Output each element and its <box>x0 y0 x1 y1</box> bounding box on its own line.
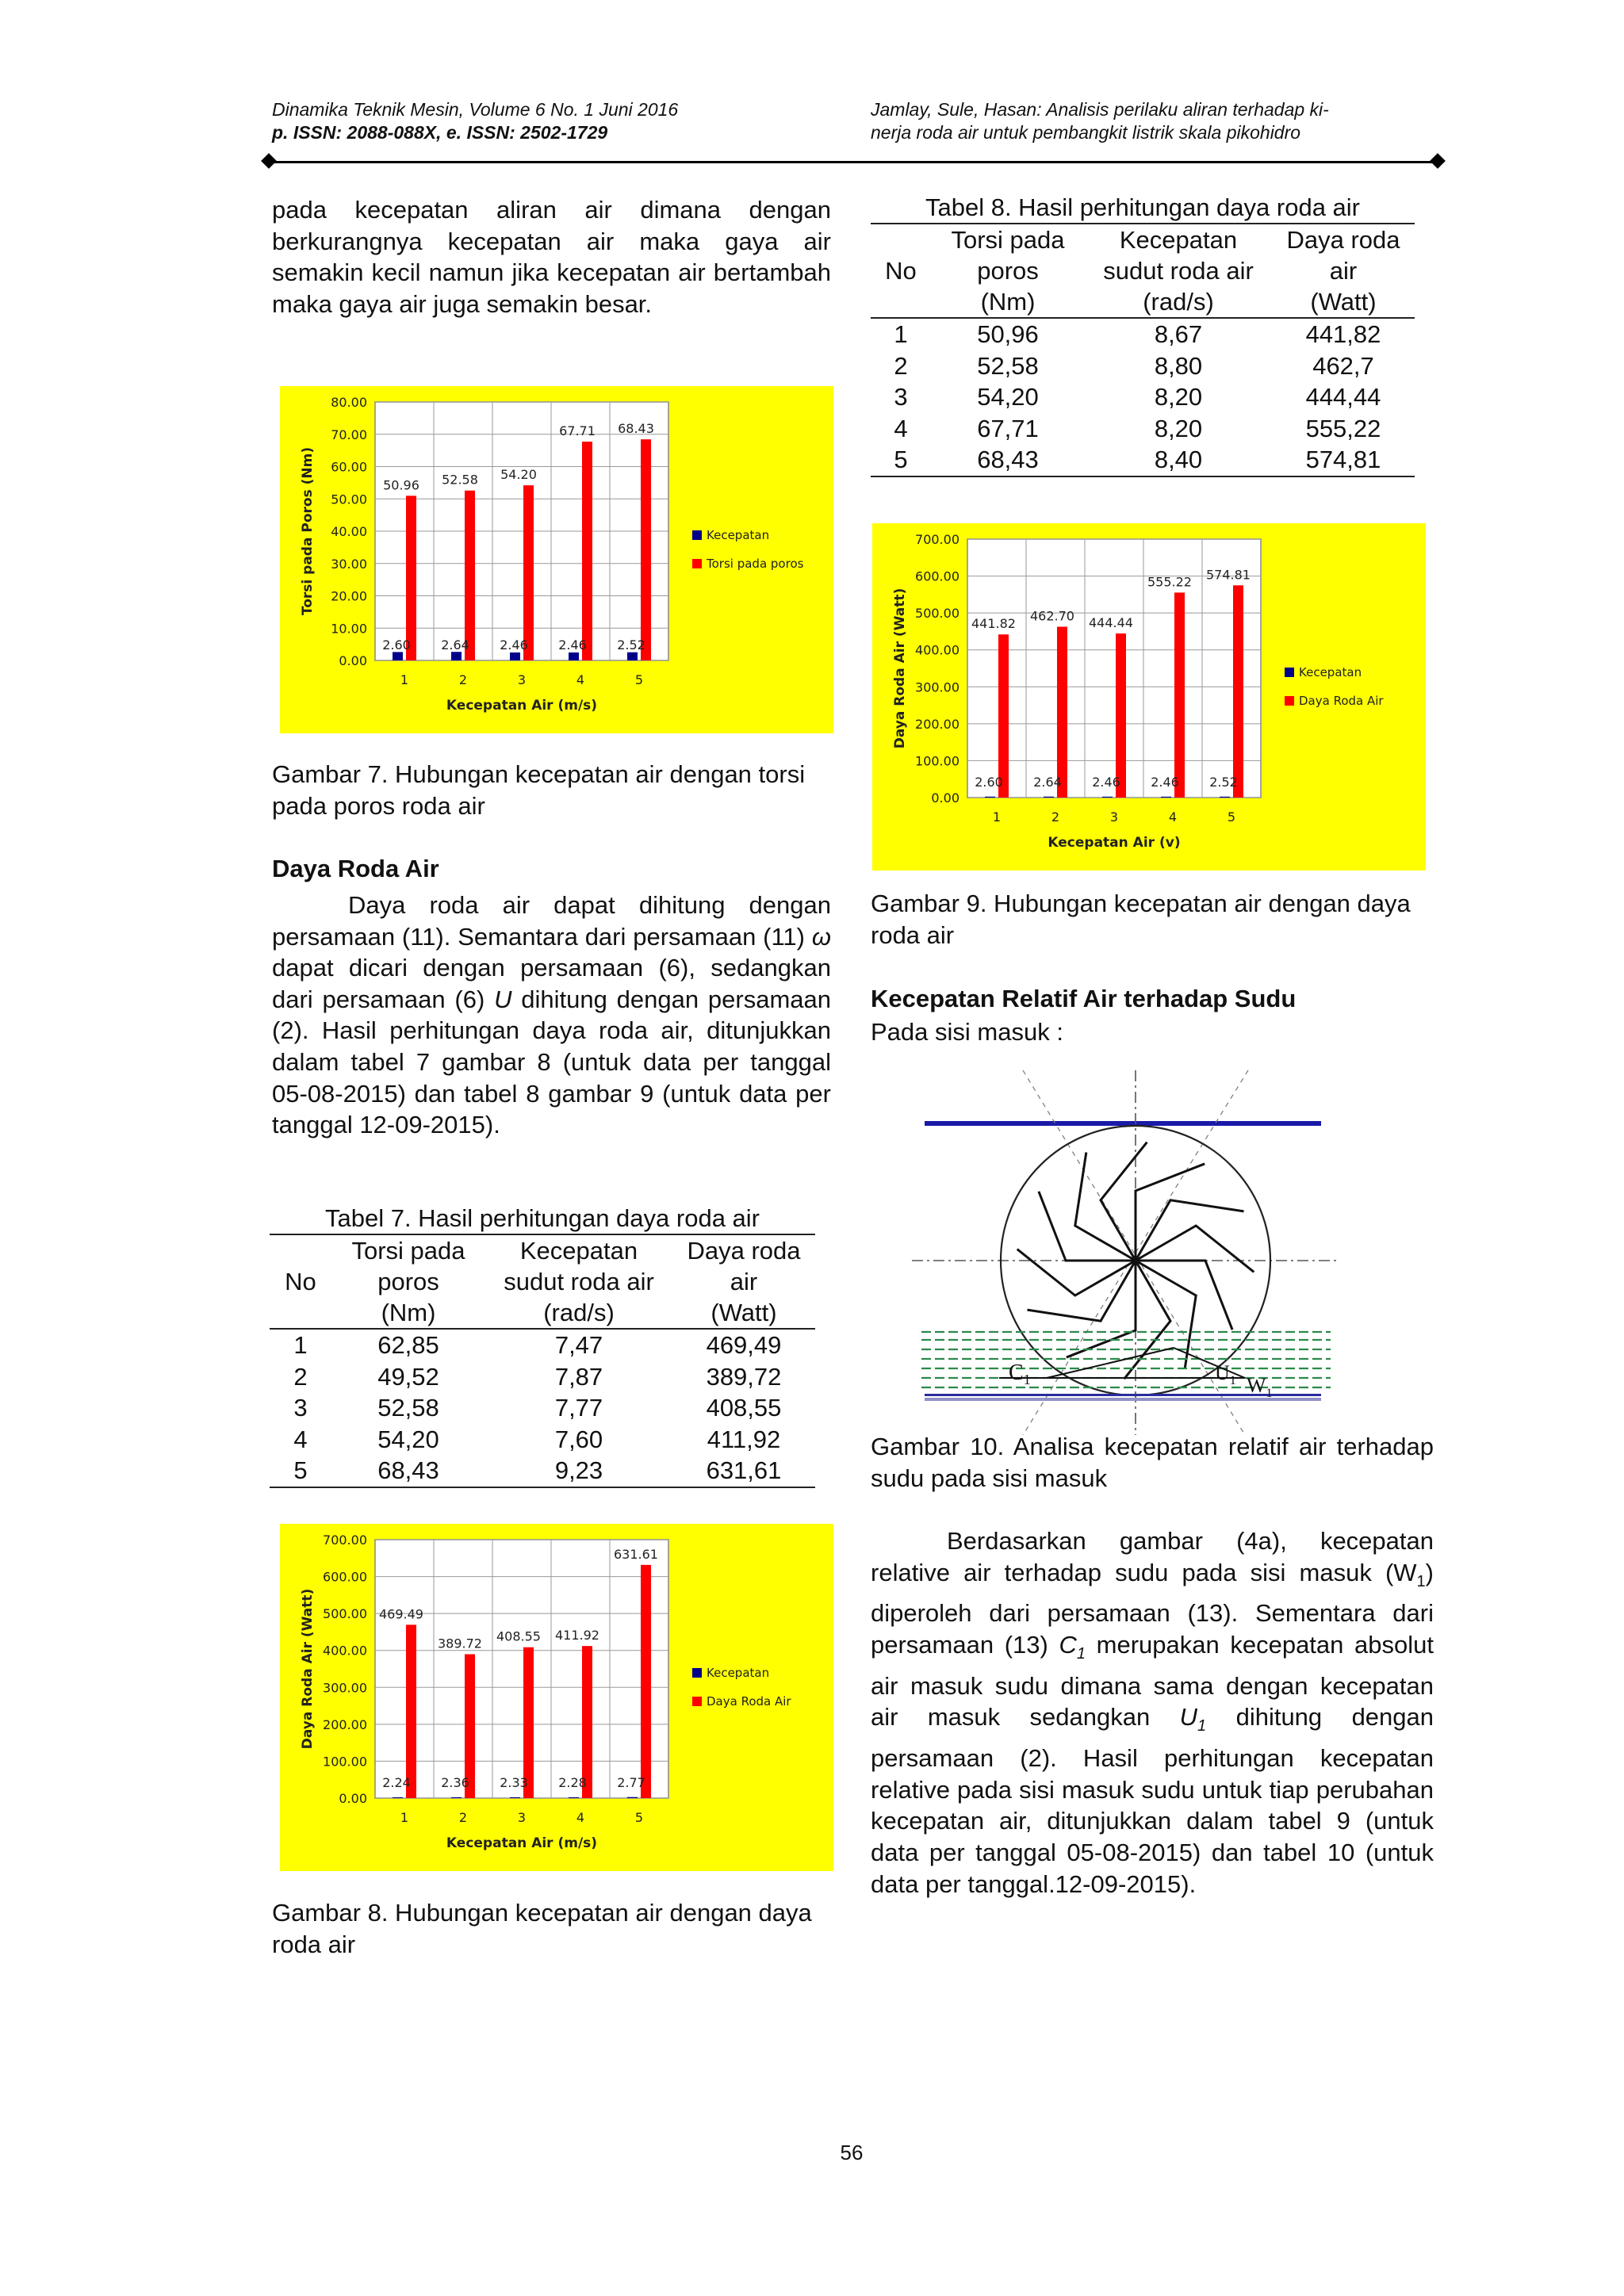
y-tick-label: 10.00 <box>331 621 367 637</box>
bar-daya-roda-air <box>641 1565 651 1798</box>
data-label: 389.72 <box>438 1636 482 1651</box>
legend-swatch-red <box>692 559 702 568</box>
channel-bed <box>925 1398 1321 1401</box>
bar-torsi-pada-poros <box>523 485 534 660</box>
figure-7-caption: Gambar 7. Hubungan kecepatan air dengan torsi pada poros roda air <box>272 760 806 820</box>
data-label: 52.58 <box>442 472 478 488</box>
table-7: Tabel 7. Hasil perhitungan daya roda air Torsi pada Kecepatan Daya roda No poros sudut roda air air (Nm) (rad/s) (Watt) 1 62,85 7,47 469,49 2 49,52 7,87 389,72 3 52,58 7,77 408,55 4 54,20 7,60 411,92 5 68,43 9,23 631,61 <box>270 1203 815 1488</box>
journal-issn: p. ISSN: 2088-088X, e. ISSN: 2502-1729 <box>272 122 608 143</box>
x-axis-label: Kecepatan Air (m/s) <box>446 1835 598 1851</box>
bar-kecepatan <box>569 1797 579 1798</box>
wheel-blade <box>1136 1226 1254 1272</box>
data-label: 54.20 <box>500 467 537 483</box>
x-axis-label: Kecepatan Air (m/s) <box>446 698 598 714</box>
y-tick-label: 300.00 <box>323 1680 367 1696</box>
y-tick-label: 70.00 <box>331 427 367 442</box>
table-7-caption: Tabel 7. Hasil perhitungan daya roda air <box>324 1204 760 1232</box>
section-heading-kecepatan-relatif: Kecepatan Relatif Air terhadap Sudu <box>871 985 1297 1012</box>
y-tick-label: 0.00 <box>339 653 367 668</box>
data-label: 2.52 <box>617 637 645 652</box>
wheel-blade <box>1017 1249 1136 1295</box>
figure-10-caption: Gambar 10. Analisa kecepatan relatif air terhadap sudu pada sisi masuk <box>871 1433 1434 1492</box>
x-tick-label: 3 <box>517 672 527 687</box>
data-label: 2.33 <box>500 1775 528 1790</box>
bar-kecepatan <box>1044 797 1054 798</box>
data-label: 441.82 <box>971 616 1016 632</box>
legend-label: Kecepatan <box>1299 665 1362 679</box>
y-tick-label: 500.00 <box>323 1606 367 1622</box>
bar-kecepatan <box>1220 797 1230 798</box>
data-label: 408.55 <box>496 1628 541 1644</box>
y-tick-label: 50.00 <box>331 492 367 507</box>
y-tick-label: 300.00 <box>915 679 959 695</box>
x-tick-label: 3 <box>1109 809 1119 825</box>
article-title: nerja roda air untuk pembangkit listrik skala pikohidro <box>871 122 1301 143</box>
bar-daya-roda-air <box>406 1624 416 1798</box>
bar-kecepatan <box>985 797 995 798</box>
table-row: 5 68,43 9,23 631,61 <box>270 1455 815 1487</box>
u1-label: $U_1$ <box>1215 1361 1236 1387</box>
torsi-bar-chart <box>280 386 833 733</box>
table-row: 4 67,71 8,20 555,22 <box>894 414 1381 442</box>
intro-paragraph: pada kecepatan aliran air dimana dengan berkurangnya kecepatan air maka gaya air semakin kecil namun jika kecepatan air bertambah maka gaya air juga semakin besar. <box>272 196 831 318</box>
table-row: 1 50,96 8,67 441,82 <box>894 320 1381 348</box>
sub-heading-sisi-masuk: Pada sisi masuk : <box>871 1018 1063 1046</box>
col-kecepatan: Kecepatan <box>485 1234 672 1266</box>
table-row: 3 54,20 8,20 444,44 <box>894 383 1381 411</box>
data-label: 2.24 <box>382 1775 411 1790</box>
figure-7-chart <box>280 386 833 733</box>
data-label: 2.77 <box>617 1775 645 1790</box>
table-8: Tabel 8. Hasil perhitungan daya roda air Torsi pada Kecepatan Daya roda No poros sudut roda air air (Nm) (rad/s) (Watt) 1 50,96 8,67 441,82 2 52,58 8,80 462,7 3 54,20 8,20 444,44 4 67,71 8,20 555,22 5 68,43 8,40 574,81 <box>871 193 1415 477</box>
data-label: 2.46 <box>1151 775 1179 790</box>
wheel-blade <box>1136 1164 1205 1261</box>
y-tick-label: 200.00 <box>915 716 959 732</box>
x-tick-label: 5 <box>634 672 644 687</box>
data-label: 2.36 <box>441 1775 469 1790</box>
table-row: 4 54,20 7,60 411,92 <box>293 1425 781 1453</box>
figure-8-chart <box>280 1524 833 1871</box>
data-label: 2.60 <box>382 637 411 652</box>
running-header-right <box>871 98 1442 144</box>
bar-torsi-pada-poros <box>406 496 416 660</box>
legend-swatch-kecepatan <box>692 1668 702 1678</box>
table-row: 5 68,43 8,40 574,81 <box>871 444 1415 476</box>
x-tick-label: 2 <box>1051 809 1060 825</box>
data-label: 574.81 <box>1206 567 1251 583</box>
bar-kecepatan <box>393 652 403 660</box>
x-tick-label: 2 <box>458 1810 468 1825</box>
figure-10-diagram <box>912 1062 1340 1443</box>
legend-label: Daya Roda Air <box>1299 694 1384 708</box>
y-tick-label: 200.00 <box>323 1716 367 1732</box>
y-tick-label: 0.00 <box>931 790 959 806</box>
bar-daya-roda-air <box>1174 592 1185 798</box>
data-label: 411.92 <box>555 1628 599 1644</box>
bar-kecepatan <box>627 652 638 660</box>
data-label: 2.28 <box>558 1775 587 1790</box>
legend-label: Kecepatan <box>707 1666 770 1680</box>
c1-label: $C_1$ <box>1009 1360 1031 1387</box>
y-tick-label: 60.00 <box>331 459 367 475</box>
figure-8-caption: Gambar 8. Hubungan kecepatan air dengan daya roda air <box>272 1899 812 1958</box>
c1-vector <box>1047 1348 1174 1378</box>
x-tick-label: 1 <box>400 1810 409 1825</box>
bar-daya-roda-air <box>1116 633 1126 798</box>
header-rule-diamond-left <box>261 153 277 169</box>
bar-daya-roda-air <box>998 634 1009 798</box>
daya-roda-air-paragraph: Daya roda air dapat dihitung dengan persamaan (11). Semantara dari persamaan (11) ω dapat dicari dengan persamaan (6), sedangkan dari persamaan (6) U dihitung dengan persamaan (2). Hasil perhitungan daya roda air, ditunjukkan dalam tabel 7 gambar 8 (untuk data per tanggal 05-08-2015) dan tabel 8 gambar 9 (untuk data per tanggal 12-09-2015). <box>272 891 831 1139</box>
y-axis-label: Torsi pada Poros (Nm) <box>300 446 316 616</box>
y-tick-label: 500.00 <box>915 606 959 622</box>
section-heading-daya-roda-air: Daya Roda Air <box>272 855 439 882</box>
wheel-blade <box>1124 1261 1170 1379</box>
data-label: 444.44 <box>1089 615 1133 631</box>
legend-swatch-kecepatan <box>692 530 702 540</box>
y-tick-label: 80.00 <box>331 395 367 410</box>
data-label: 462.70 <box>1030 608 1074 624</box>
bar-kecepatan <box>451 652 462 660</box>
y-tick-label: 700.00 <box>323 1533 367 1548</box>
y-tick-label: 600.00 <box>323 1569 367 1585</box>
wheel-blade <box>1039 1192 1136 1261</box>
legend-label: Daya Roda Air <box>707 1694 791 1709</box>
table-row: 2 52,58 8,80 462,7 <box>894 351 1374 380</box>
y-tick-label: 30.00 <box>331 556 367 572</box>
x-tick-label: 5 <box>1227 809 1236 825</box>
bar-torsi-pada-poros <box>465 491 475 660</box>
bar-kecepatan <box>393 1797 403 1798</box>
y-tick-label: 400.00 <box>323 1643 367 1659</box>
w1-label: $W_1$ <box>1247 1374 1273 1400</box>
header-rule <box>270 161 1437 163</box>
data-label: 67.71 <box>559 423 596 439</box>
data-label: 2.46 <box>558 637 587 652</box>
data-label: 68.43 <box>618 421 654 437</box>
header-rule-diamond-right <box>1430 153 1446 169</box>
wheel-blade <box>1101 1142 1147 1261</box>
bar-daya-roda-air <box>1233 585 1243 798</box>
y-tick-label: 700.00 <box>915 532 959 547</box>
table-row: 2 49,52 7,87 389,72 <box>293 1362 782 1391</box>
x-tick-label: 4 <box>576 1810 585 1825</box>
y-tick-label: 100.00 <box>915 753 959 769</box>
article-authors: Jamlay, Sule, Hasan: Analisis perilaku aliran terhadap ki- <box>871 99 1329 120</box>
wheel-blade <box>1136 1261 1232 1330</box>
bar-kecepatan <box>510 652 520 660</box>
data-label: 2.64 <box>441 637 469 652</box>
col-no: No <box>285 1268 316 1295</box>
data-label: 631.61 <box>614 1546 658 1562</box>
data-label: 2.64 <box>1033 775 1062 790</box>
table-row: 1 62,85 7,47 469,49 <box>293 1331 782 1359</box>
plot-area <box>375 1540 668 1798</box>
table-8-caption: Tabel 8. Hasil perhitungan daya roda air <box>925 193 1360 221</box>
bar-kecepatan <box>451 1797 462 1798</box>
legend-swatch-red <box>1285 696 1294 706</box>
x-tick-label: 3 <box>517 1810 527 1825</box>
data-label: 2.60 <box>975 775 1003 790</box>
y-tick-label: 600.00 <box>915 568 959 584</box>
x-tick-label: 5 <box>634 1810 644 1825</box>
journal-title: Dinamika Teknik Mesin, Volume 6 No. 1 Juni 2016 <box>272 99 679 120</box>
page-number: 56 <box>840 2141 864 2164</box>
y-tick-label: 100.00 <box>323 1754 367 1770</box>
data-label: 2.52 <box>1209 775 1238 790</box>
y-axis-label: Daya Roda Air (Watt) <box>892 587 908 749</box>
y-tick-label: 20.00 <box>331 588 367 604</box>
bar-kecepatan <box>1161 797 1171 798</box>
daya-bar-chart-tabel8 <box>872 523 1426 871</box>
x-tick-label: 4 <box>1168 809 1178 825</box>
x-tick-label: 2 <box>458 672 468 687</box>
bar-kecepatan <box>569 652 579 660</box>
x-axis-label: Kecepatan Air (v) <box>1048 835 1181 851</box>
data-label: 50.96 <box>383 477 419 493</box>
bar-kecepatan <box>1102 797 1113 798</box>
water-wheel-diagram <box>912 1062 1340 1443</box>
x-tick-label: 1 <box>992 809 1002 825</box>
legend-label: Kecepatan <box>707 528 770 542</box>
figure-9-caption: Gambar 9. Hubungan kecepatan air dengan daya roda air <box>871 890 1411 949</box>
running-header-left <box>272 98 827 144</box>
x-tick-label: 4 <box>576 672 585 687</box>
bar-kecepatan <box>627 1797 638 1798</box>
x-tick-label: 1 <box>400 672 409 687</box>
kecepatan-relatif-paragraph: Berdasarkan gambar (4a), kecepatan relative air terhadap sudu pada sisi masuk $(W_1)$ diperoleh dari persamaan (13). Sementara dari persamaan (13) $C_1$ merupakan kecepatan absolut air masuk sudu dimana sama dengan kecepatan air masuk sedangkan $U_1$ dihitung dengan persamaan (2). Hasil perhitungan kecepatan relative pada sisi masuk sudu untuk tiap perubahan kecepatan air, ditunjukkan dalam tabel 9 (untuk data per tanggal 05-08-2015) dan tabel 10 (untuk data per tanggal.12-09-2015). <box>871 1527 1434 1898</box>
daya-bar-chart-tabel7 <box>280 1524 833 1871</box>
bar-torsi-pada-poros <box>641 439 651 660</box>
legend-swatch-kecepatan <box>1285 668 1294 677</box>
bar-daya-roda-air <box>1057 627 1067 798</box>
col-daya: Daya roda <box>672 1234 815 1266</box>
legend-label: Torsi pada poros <box>707 557 804 571</box>
y-tick-label: 400.00 <box>915 642 959 658</box>
legend-swatch-red <box>692 1697 702 1706</box>
channel-top-line <box>925 1121 1321 1126</box>
table-row: 3 52,58 7,77 408,55 <box>293 1394 782 1422</box>
y-axis-label: Daya Roda Air (Watt) <box>300 1588 316 1750</box>
y-tick-label: 0.00 <box>339 1791 367 1806</box>
data-label: 555.22 <box>1147 574 1192 590</box>
bar-torsi-pada-poros <box>582 442 592 660</box>
figure-9-chart <box>872 523 1426 871</box>
col-torsi: Torsi pada <box>331 1234 485 1266</box>
data-label: 2.46 <box>1092 775 1120 790</box>
y-tick-label: 40.00 <box>331 524 367 539</box>
bar-kecepatan <box>510 1797 520 1798</box>
data-label: 469.49 <box>379 1606 423 1622</box>
data-label: 2.46 <box>500 637 528 652</box>
